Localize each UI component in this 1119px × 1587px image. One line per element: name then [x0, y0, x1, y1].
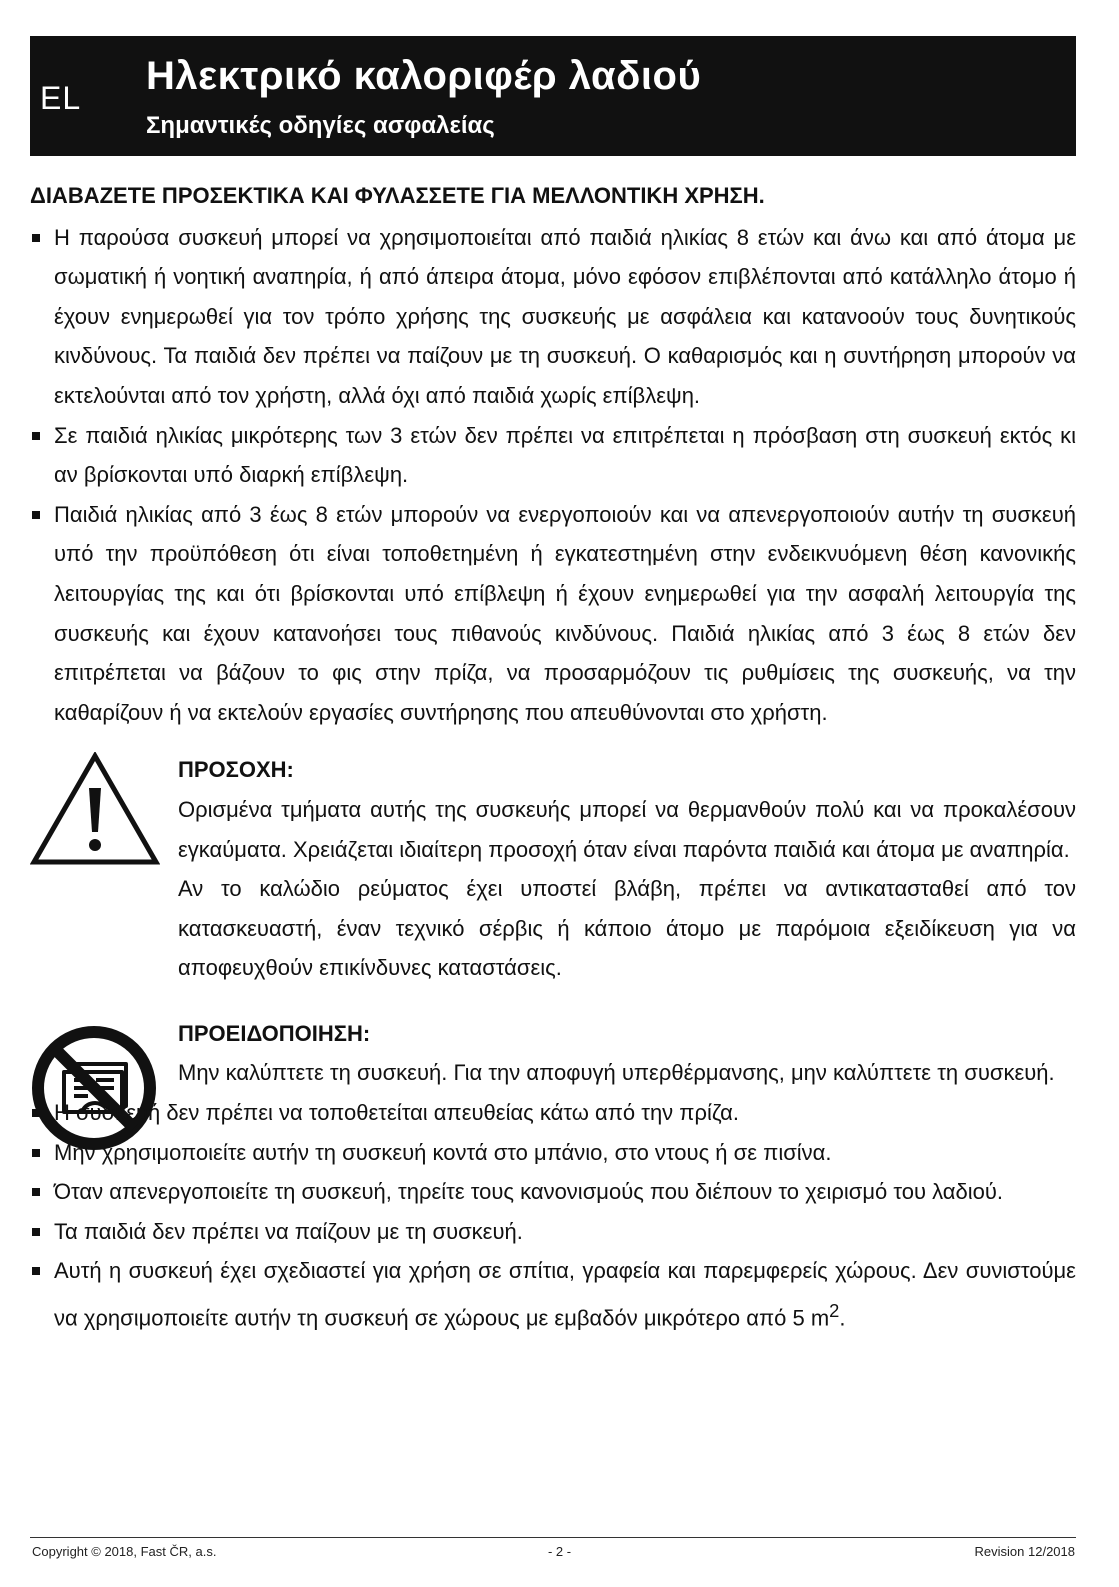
footer-divider	[30, 1537, 1076, 1538]
room-size-text: Αυτή η συσκευή έχει σχεδιαστεί για χρήση σε σπίτια, γραφεία και παρεμφερείς χώρους. Δεν συνιστούμε να χρησιμοποιείτε αυτήν τη συσκευή σε χώρους με εμβαδόν μικρότερο από 5 m	[54, 1258, 1076, 1331]
safety-list-bottom	[30, 1093, 1076, 1338]
safety-list-top	[30, 218, 1076, 733]
list-item: Τα παιδιά δεν πρέπει να παίζουν με τη συσκευή.	[30, 1212, 1076, 1252]
caution-title: ΠΡΟΣΟΧΗ:	[178, 757, 294, 783]
document-title: Ηλεκτρικό καλοριφέρ λαδιού	[146, 54, 702, 98]
document-subtitle: Σημαντικές οδηγίες ασφαλείας	[146, 112, 495, 139]
list-item: Η συσκευή δεν πρέπει να τοποθετείται απευθείας κάτω από την πρίζα.	[30, 1093, 1076, 1133]
list-item: Σε παιδιά ηλικίας μικρότερης των 3 ετών δεν πρέπει να επιτρέπεται η πρόσβαση στη συσκευή εκτός κι αν βρίσκονται υπό διαρκή επίβλεψη.	[30, 416, 1076, 495]
list-item: Μην χρησιμοποιείτε αυτήν τη συσκευή κοντά στο μπάνιο, στο ντους ή σε πισίνα.	[30, 1133, 1076, 1173]
document-header	[30, 36, 1076, 156]
sentence-end: .	[839, 1305, 846, 1331]
list-item: Η παρούσα συσκευή μπορεί να χρησιμοποιείται από παιδιά ηλικίας 8 ετών και άνω και από άτομα με σωματική ή νοητική αναπηρία, ή από άπειρα άτομα, μόνο εφόσον επιβλέπονται από κατάλληλο άτομο ή έχουν ενημερωθεί για τον τρόπο χρήσης της συσκευής με ασφάλεια και κατανοούν τους δυνητικούς κινδύνους. Τα παιδιά δεν πρέπει να παίζουν με τη συσκευή. Ο καθαρισμός και η συντήρηση μπορούν να εκτελούνται από τον χρήστη, αλλά όχι από παιδιά χωρίς επίβλεψη.	[30, 218, 1076, 416]
footer-revision: Revision 12/2018	[974, 1544, 1075, 1559]
warning-triangle-icon	[30, 752, 160, 866]
footer-copyright: Copyright © 2018, Fast ČR, a.s.	[32, 1544, 217, 1559]
warning-title: ΠΡΟΕΙΔΟΠΟΙΗΣΗ:	[178, 1020, 371, 1046]
lead-instruction: ΔΙΑΒΑΖΕΤΕ ΠΡΟΣΕΚΤΙΚΑ ΚΑΙ ΦΥΛΑΣΣΕΤΕ ΓΙΑ ΜΕΛΛΟΝΤΙΚΗ ΧΡΗΣΗ.	[30, 183, 765, 208]
warning-text: Μην καλύπτετε τη συσκευή. Για την αποφυγή υπερθέρμανσης, μην καλύπτετε τη συσκευή.	[178, 1060, 1055, 1086]
list-item	[30, 1251, 1076, 1338]
caution-text-power-cord: Αν το καλώδιο ρεύματος έχει υποστεί βλάβη, πρέπει να αντικατασταθεί από τον κατασκευαστή, έναν τεχνικό σέρβις ή κάποιο άτομο με παρόμοια εξειδίκευση για να αποφευχθούν επικίνδυνες καταστάσεις.	[178, 876, 1076, 981]
warning-notice	[30, 1014, 1076, 1093]
caution-notice	[30, 750, 1076, 988]
language-code: EL	[40, 80, 82, 116]
list-item: Όταν απενεργοποιείτε τη συσκευή, τηρείτε τους κανονισμούς που διέπουν το χειρισμό του λαδιού.	[30, 1172, 1076, 1212]
list-item: Παιδιά ηλικίας από 3 έως 8 ετών μπορούν να ενεργοποιούν και να απενεργοποιούν αυτήν τη συσκευή υπό την προϋπόθεση ότι είναι τοποθετημένη ή εγκατεστημένη στην ενδεικνυόμενη θέση κανονικής λειτουργίας της και ότι βρίσκονται υπό επίβλεψη ή έχουν ενημερωθεί για την ασφαλή λειτουργία της συσκευής και έχουν κατανοήσει τους πιθανούς κινδύνους. Παιδιά ηλικίας από 3 έως 8 ετών δεν επιτρέπεται να βάζουν το φις στην πρίζα, να προσαρμόζουν τις ρυθμίσεις της συσκευής, να την καθαρίζουν ή να εκτελούν εργασίες συντήρησης που απευθύνονται στο χρήστη.	[30, 495, 1076, 733]
caution-text: Ορισμένα τμήματα αυτής της συσκευής μπορεί να θερμανθούν πολύ και να προκαλέσουν εγκαύματα. Χρειάζεται ιδιαίτερη προσοχή όταν είναι παρόντα παιδιά και άτομα με αναπηρία.	[178, 796, 1076, 862]
document-body	[30, 176, 1076, 1338]
area-unit-superscript: 2	[829, 1300, 840, 1322]
page-number: - 2 -	[547, 1544, 572, 1559]
